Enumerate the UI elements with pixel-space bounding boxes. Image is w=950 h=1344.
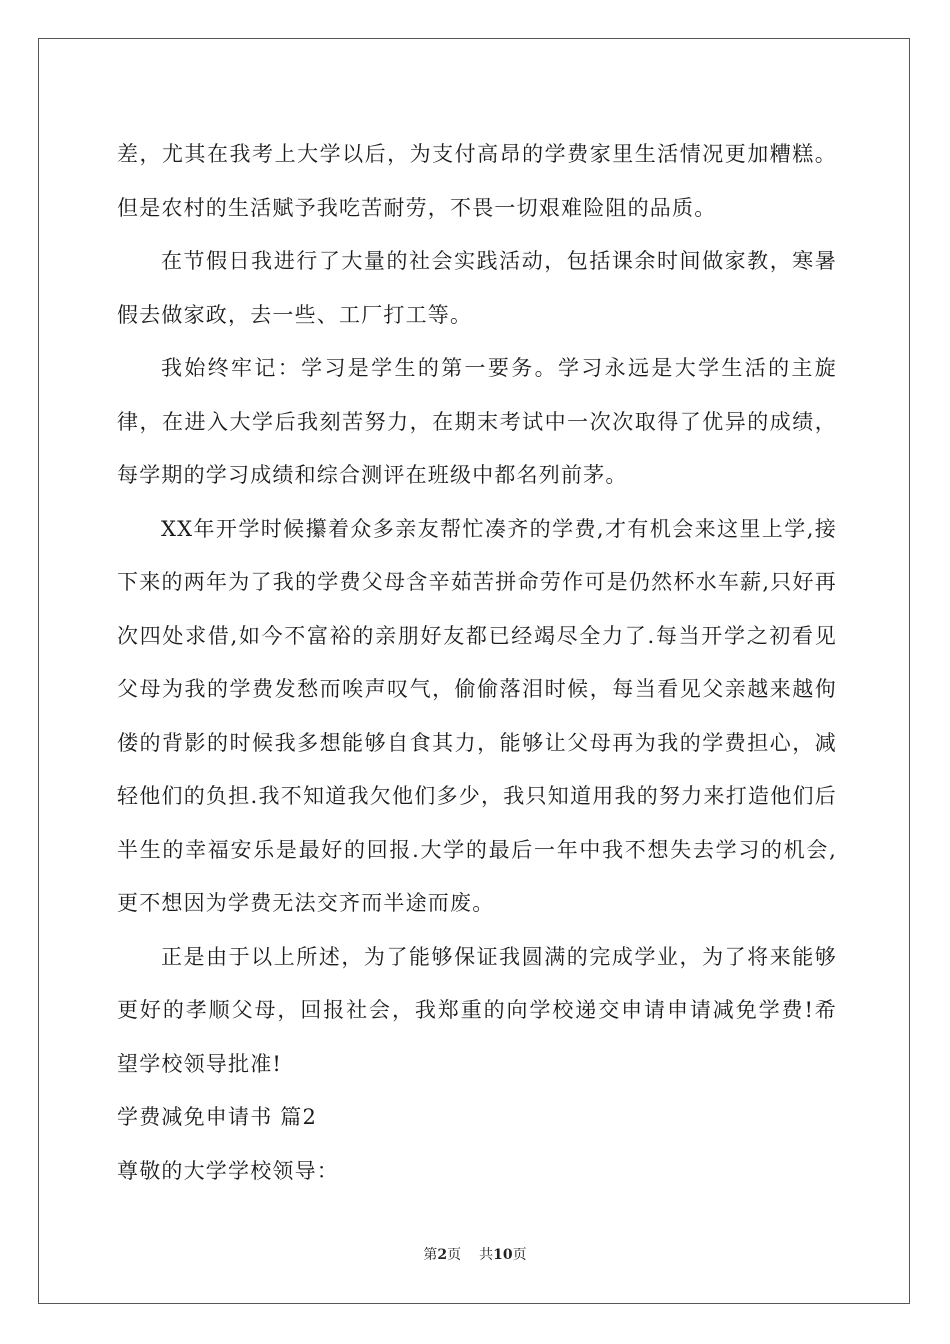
- footer-total-pages: 10: [493, 1247, 513, 1263]
- salutation: 尊敬的大学学校领导：: [117, 1158, 339, 1183]
- paragraph-3: 我始终牢记：学习是学生的第一要务。学习永远是大学生活的主旋律，在进入大学后我刻苦努力，在期末考试中一次次取得了优异的成绩，每学期的学习成绩和综合测评在班级中都名列前茅。: [117, 356, 837, 487]
- paragraph-2: 在节假日我进行了大量的社会实践活动，包括课余时间做家教，寒暑假去做家政，去一些、工厂打工等。: [117, 249, 837, 327]
- paragraph-4: XX年开学时候攥着众多亲友帮忙凑齐的学费,才有机会来这里上学,接下来的两年为了我的学费父母含辛茹苦拼命劳作可是仍然杯水车薪,只好再次四处求借,如今不富裕的亲朋好友都已经竭尽全力了.每当开学之初看见父母为我的学费发愁而唉声叹气，偷偷落泪时候，每当看见父亲越来越佝偻的背影的时候我多想能够自食其力，能够让父母再为我的学费担心，减轻他们的负担.我不知道我欠他们多少，我只知道用我的努力来打造他们后半生的幸福安乐是最好的回报.大学的最后一年中我不想失去学习的机会,更不想因为学费无法交齐而半途而废。: [117, 516, 837, 915]
- page-footer: [0, 1244, 950, 1264]
- footer-page-number: 2: [437, 1247, 448, 1263]
- paragraph-5: 正是由于以上所述，为了能够保证我圆满的完成学业，为了将来能够更好的孝顺父母，回报社会，我郑重的向学校递交申请申请减免学费!希望学校领导批准!: [117, 944, 837, 1076]
- section-title: 学费减免申请书 篇2: [117, 1105, 318, 1129]
- document-body: [117, 128, 837, 1198]
- footer-total-prefix: 共: [479, 1247, 494, 1263]
- paragraph-1: 差，尤其在我考上大学以后，为支付高昂的学费家里生活情况更加糟糕。但是农村的生活赋予我吃苦耐劳，不畏一切艰难险阻的品质。: [117, 142, 837, 220]
- footer-page-suffix: 页: [447, 1247, 462, 1263]
- footer-total-suffix: 页: [512, 1247, 527, 1263]
- footer-prefix: 第: [423, 1247, 438, 1263]
